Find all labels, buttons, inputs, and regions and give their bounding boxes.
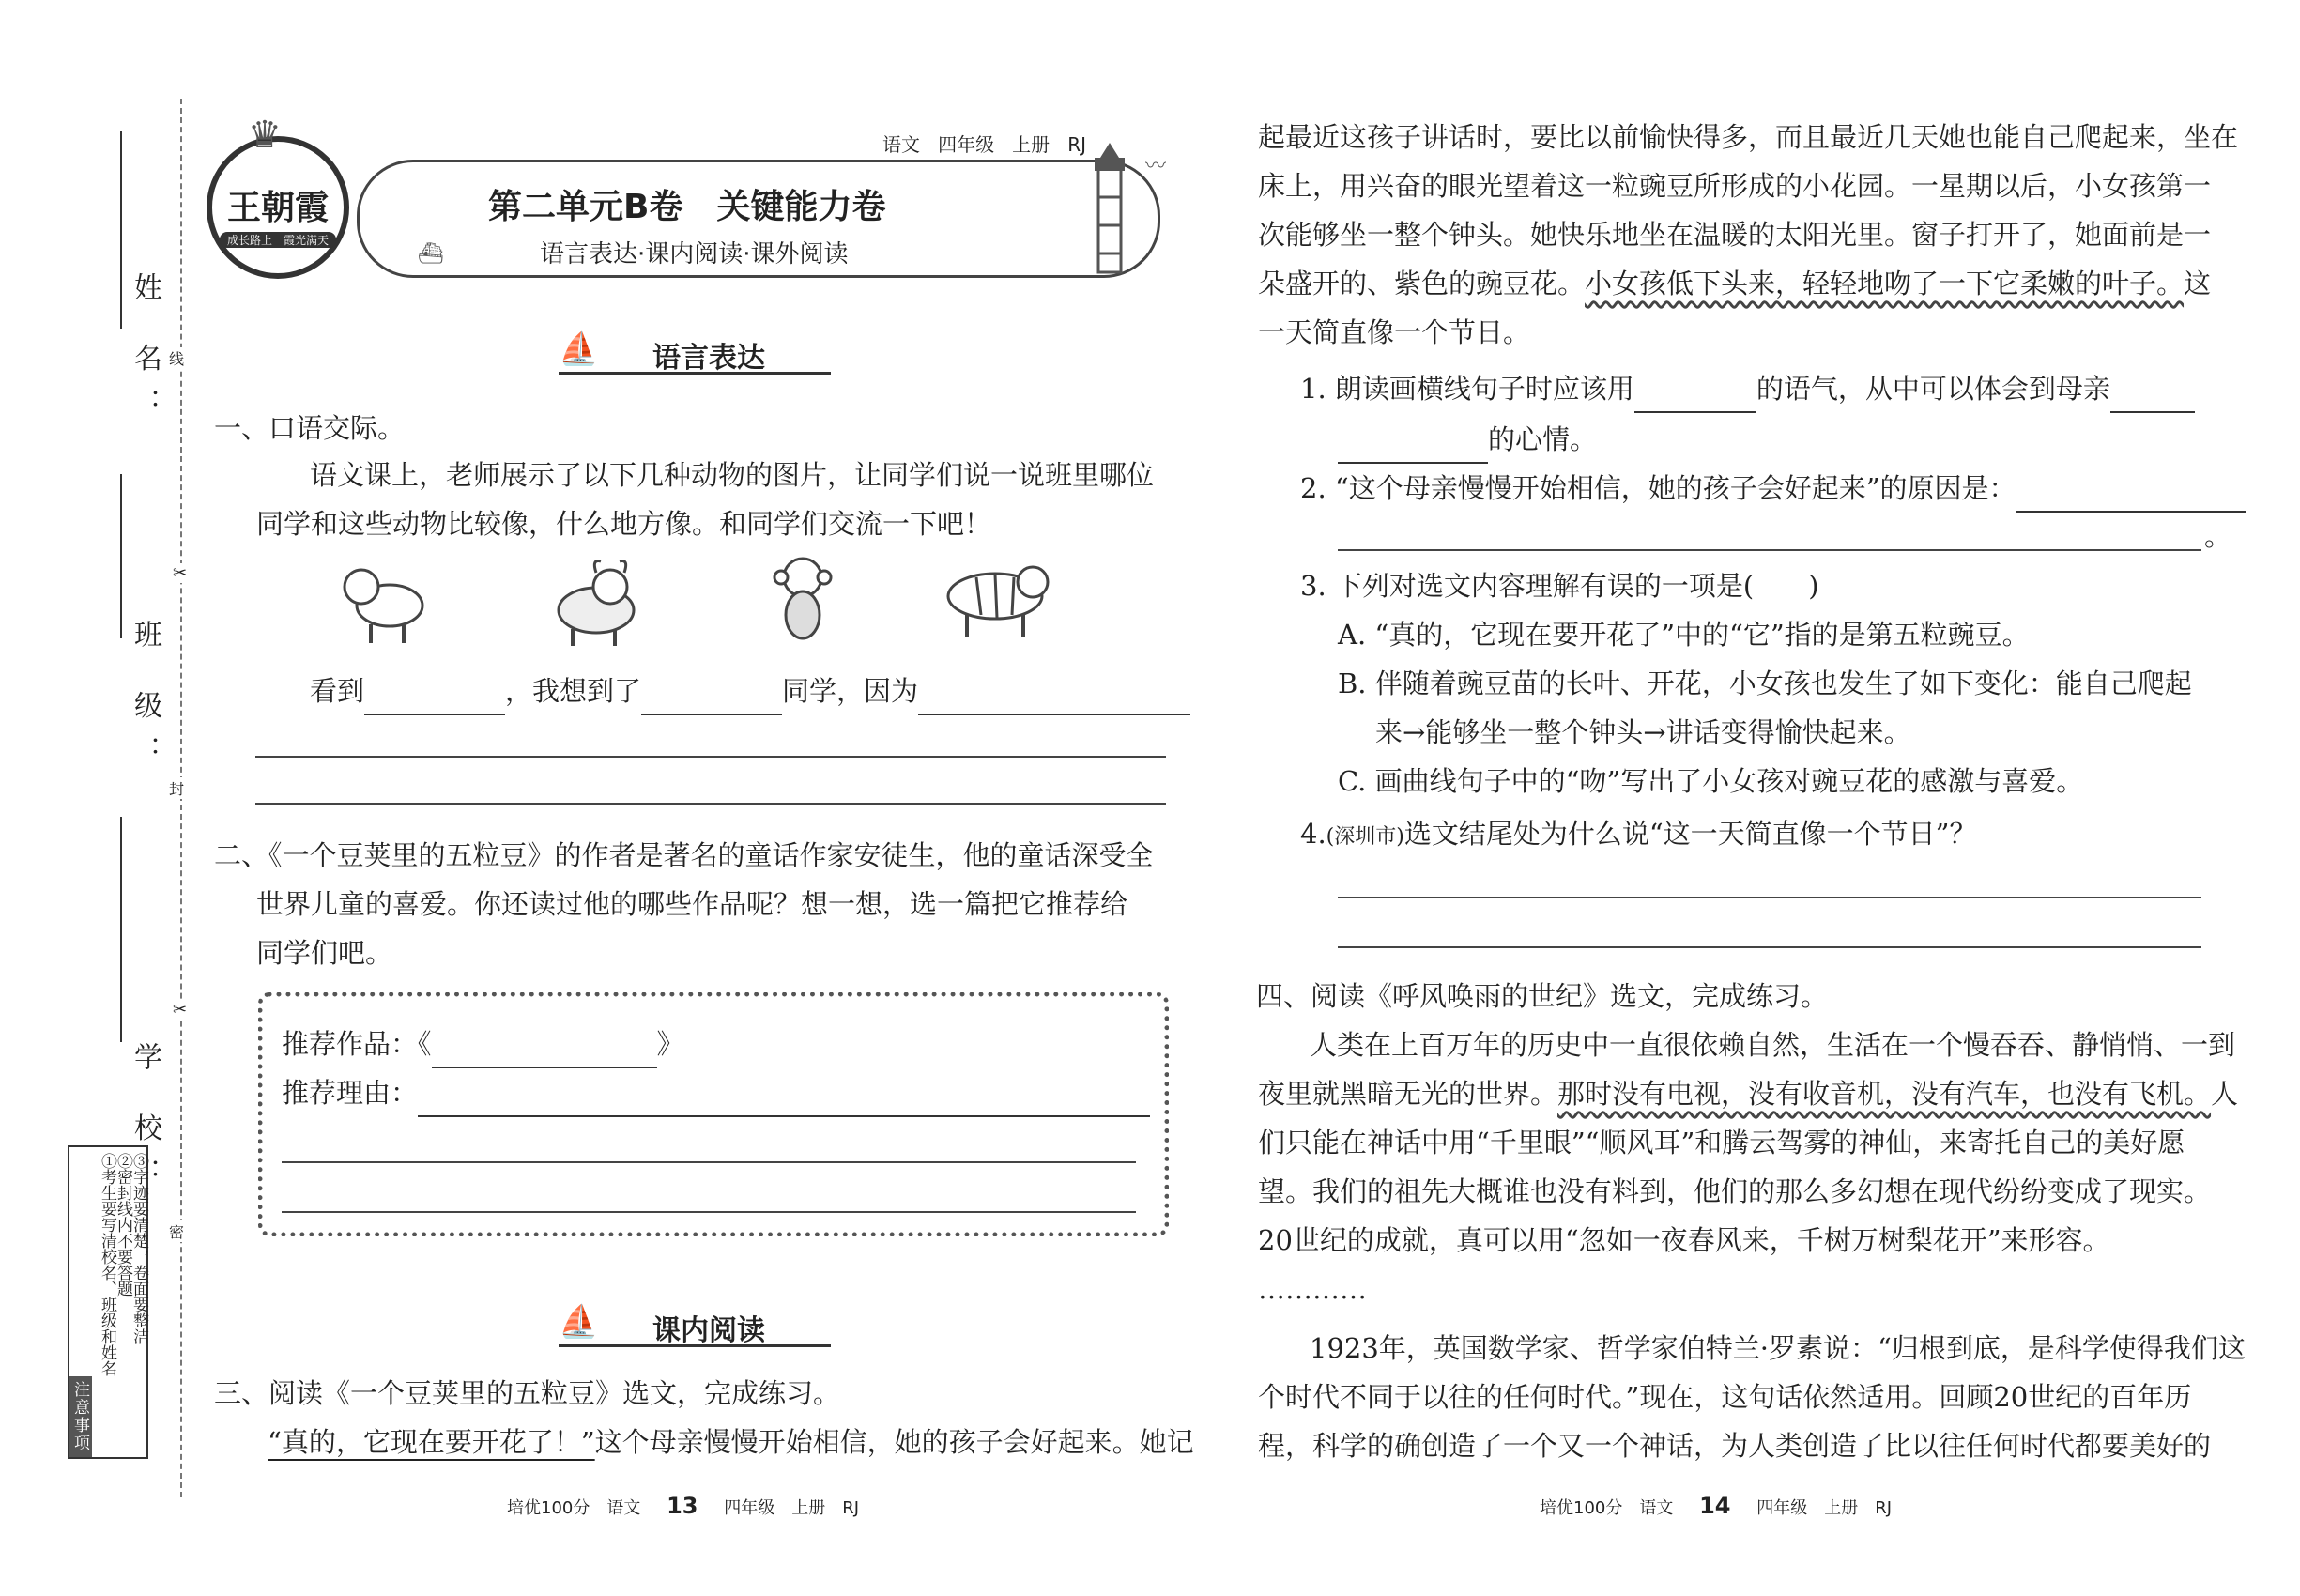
q4-passage-line: 人类在上百万年的历史中一直很依赖自然，生活在一个慢吞吞、静悄悄、一到: [1310, 1029, 2236, 1061]
mother-feeling-blank[interactable]: [2110, 383, 2195, 413]
q4-ellipsis: …………: [1258, 1273, 1367, 1305]
q1-fill-text: ，我想到了: [505, 675, 642, 707]
notice-item: ③字迹要清楚，卷面要整洁: [130, 1153, 148, 1344]
q1-text: 语文课上，老师展示了以下几种动物的图片，让同学们说一说班里哪位: [310, 459, 1155, 491]
lighthouse-icon: [1081, 141, 1138, 285]
footer-right: [1540, 1493, 1892, 1519]
footer-grade: 四年级 上册 RJ: [1756, 1498, 1893, 1518]
school-field[interactable]: [120, 817, 126, 1042]
wavy-underlined-sentence: 小女孩低下头来，轻轻地吻了一下它柔嫩的叶子。: [1585, 268, 2185, 299]
sub-text: 的心情。: [1488, 423, 1598, 455]
sheep-icon: [338, 554, 432, 648]
meta-volume: 上册: [1012, 133, 1050, 156]
q1-animals: [319, 549, 1070, 652]
section-heading-inclass: [559, 1303, 831, 1346]
q2-text: 同学们吧。: [256, 937, 393, 969]
cut-mark-feng: 封: [169, 777, 184, 799]
q3-passage-line: 起最近这孩子讲话时，要比以前愉快得多，而且最近几天她也能自己爬起来，坐在: [1258, 121, 2239, 153]
logo-motto: 成长路上 霞光满天: [220, 232, 336, 248]
tiger-icon: [929, 554, 1051, 638]
crown-icon: ♛: [248, 114, 282, 157]
q3-passage-line: [268, 1418, 1194, 1466]
page-number: 14: [1699, 1493, 1731, 1519]
sailboat-icon: ⛵: [559, 1303, 599, 1341]
q3-passage-line: 床上，用兴奋的眼光望着这一粒豌豆所形成的小花园。一星期以后，小女孩第一: [1258, 170, 2212, 202]
ox-icon: [544, 554, 648, 648]
footer-book: 培优100分 语文: [1540, 1498, 1674, 1518]
name-label: 姓 名：: [129, 272, 161, 434]
scissor-icon: ✂: [173, 563, 188, 583]
brand-logo: [207, 114, 349, 279]
answer-line[interactable]: [1338, 946, 2201, 948]
q3-title: 三、阅读《一个豆荚里的五粒豆》选文，完成练习。: [214, 1377, 841, 1409]
footer-book: 培优100分 语文: [507, 1498, 641, 1518]
meta-edition: RJ: [1067, 133, 1087, 156]
bird-icon: 〰: [1145, 155, 1167, 178]
q3-sub1: [1300, 364, 2195, 413]
q4-passage-line: 20世纪的成就，真可以用“忽如一夜春风来，千树万树梨花开”来形容。: [1258, 1224, 2110, 1256]
q1-blank-reason[interactable]: [918, 685, 1190, 715]
passage-text: 朵盛开的、紫色的豌豆花。: [1258, 268, 1586, 299]
wavy-underlined-sentence: 那时没有电视，没有收音机，没有汽车，也没有飞机。: [1557, 1078, 2212, 1110]
class-label: 班 级：: [129, 620, 161, 781]
meta-grade: 四年级: [938, 133, 995, 156]
cut-mark-xian: 线: [169, 347, 184, 369]
class-field[interactable]: [120, 474, 126, 638]
rec-work-label: 推荐作品：《: [282, 1028, 432, 1060]
q4-passage-line: 望。我们的祖先大概谁也没有料到，他们的那么多幻想在现代纷纷变成了现实。: [1258, 1175, 2212, 1207]
passage-text: 人: [2211, 1078, 2239, 1110]
meta-subject: 语文: [882, 133, 920, 156]
mother-feeling-blank[interactable]: [1338, 434, 1488, 464]
q4-passage-line: 个时代不同于以往的任何时代。”现在，这句话依然适用。回顾20世纪的百年历: [1258, 1381, 2192, 1413]
q1-fill-row: [310, 667, 1190, 715]
course-meta: [882, 130, 1086, 157]
q4-passage-line: 1923年，英国数学家、哲学家伯特兰·罗素说：“归根到底，是科学使得我们这: [1310, 1332, 2246, 1364]
notice-item: ①考生要写清校名、班级和姓名: [98, 1153, 116, 1376]
q1-blank-classmate[interactable]: [641, 685, 782, 715]
passage-text: 这: [2184, 268, 2212, 299]
q3-passage-line: [1258, 259, 2211, 308]
rec-reason-blank[interactable]: [418, 1087, 1150, 1117]
passage-text: 这个母亲慢慢开始相信，她的孩子会好起来。她记: [594, 1426, 1194, 1458]
rec-reason-row: [282, 1068, 1150, 1117]
q1-text: 同学和这些动物比较像，什么地方像。和同学们交流一下吧！: [256, 508, 992, 540]
logo-text: 王朝霞: [226, 188, 329, 227]
q3-sub1-cont: [1338, 415, 1597, 464]
section-title: 课内阅读: [652, 1314, 765, 1347]
header-banner: [207, 114, 1183, 282]
q3-passage-line: 次能够坐一整个钟头。她快乐地坐在温暖的太阳光里。窗子打开了，她面前是一: [1258, 219, 2212, 251]
underlined-quote: “真的，它现在要开花了！”: [268, 1426, 595, 1458]
notice-box: [68, 1145, 148, 1459]
notice-item: ②密封线内不要答题: [114, 1153, 132, 1297]
q4-passage-line: 程，科学的确创造了一个又一个神话，为人类创造了比以往任何时代都要美好的: [1258, 1430, 2212, 1462]
answer-line[interactable]: [1338, 897, 2201, 898]
cut-mark-mi: 密: [169, 1220, 184, 1242]
q1-title: 一、口语交际。: [214, 412, 406, 444]
q3-sub2-end: 。: [2204, 520, 2232, 552]
page-title: 第二单元B卷 关键能力卷: [488, 188, 886, 226]
rec-reason-label: 推荐理由：: [282, 1077, 419, 1109]
answer-line[interactable]: [1338, 549, 2201, 551]
notice-title: 注意事项: [69, 1376, 92, 1457]
binding-margin: [0, 0, 197, 1596]
q1-fill-text: 看到: [310, 675, 365, 707]
q3-sub4: [1300, 809, 1977, 862]
option-c[interactable]: C. 画曲线句子中的“吻”写出了小女孩对豌豆花的感激与喜爱。: [1338, 765, 2084, 797]
q2-text: 世界儿童的喜爱。你还读过他的哪些作品呢？想一想，选一篇把它推荐给: [256, 888, 1128, 920]
answer-line[interactable]: [282, 1211, 1136, 1213]
q1-blank-animal[interactable]: [364, 685, 505, 715]
sub-text: 2. “这个母亲慢慢开始相信，她的孩子会好起来”的原因是：: [1300, 472, 2016, 504]
option-b-cont: 来→能够坐一整个钟头→讲话变得愉快起来。: [1375, 716, 1911, 748]
page-subtitle: 语言表达·课内阅读·课外阅读: [540, 240, 849, 269]
passage-text: 夜里就黑暗无光的世界。: [1258, 1078, 1558, 1110]
q3-passage-line: 一天简直像一个节日。: [1258, 316, 1531, 348]
q4-passage-line: 们只能在神话中用“千里眼”“顺风耳”和腾云驾雾的神仙，来寄托自己的美好愿: [1258, 1127, 2185, 1159]
sub-text: 选文结尾处为什么说“这一天简直像一个节日”？: [1403, 818, 1977, 850]
sailboat-icon: ⛵: [559, 330, 599, 368]
q3-sub3: 3. 下列对选文内容理解有误的一项是( ): [1300, 570, 1819, 602]
answer-line[interactable]: [255, 756, 1166, 758]
q1-fill-text: 同学，因为: [782, 675, 919, 707]
boat-icon: ⛴: [418, 242, 444, 266]
q2-text: 二、《一个豆荚里的五粒豆》的作者是著名的童话作家安徒生，他的童话深受全: [214, 839, 1154, 871]
reason-blank[interactable]: [2016, 483, 2246, 513]
section-heading-language: [559, 330, 831, 374]
page-number: 13: [667, 1493, 698, 1519]
tone-blank[interactable]: [1634, 383, 1756, 413]
footer-left: [507, 1493, 859, 1519]
answer-line[interactable]: [255, 803, 1166, 805]
rec-work-end: 》: [656, 1028, 684, 1060]
section-title: 语言表达: [652, 342, 765, 375]
q4-title: 四、阅读《呼风唤雨的世纪》选文，完成练习。: [1256, 980, 1829, 1012]
footer-grade: 四年级 上册 RJ: [724, 1498, 860, 1518]
q3-sub2: [1300, 464, 2246, 513]
answer-line[interactable]: [282, 1161, 1136, 1163]
monkey-icon: [770, 554, 836, 648]
sub-text: 1. 朗读画横线句子时应该用: [1300, 373, 1634, 405]
sub-number: 4.: [1300, 818, 1326, 850]
option-a[interactable]: A. “真的，它现在要开花了”中的“它”指的是第五粒豌豆。: [1338, 619, 2030, 651]
option-b[interactable]: B. 伴随着豌豆苗的长叶、开花，小女孩也发生了如下变化：能自己爬起: [1338, 668, 2192, 699]
scissor-icon: ✂: [173, 1000, 188, 1020]
rec-work-blank[interactable]: [432, 1038, 657, 1068]
sub-text: 的语气，从中可以体会到母亲: [1756, 373, 2110, 405]
rec-work-row: [282, 1020, 684, 1068]
recommend-box: [258, 992, 1169, 1236]
source-tag: (深圳市): [1326, 825, 1404, 849]
school-label: 学 校：: [129, 1042, 161, 1204]
q4-passage-line: [1258, 1069, 2238, 1118]
